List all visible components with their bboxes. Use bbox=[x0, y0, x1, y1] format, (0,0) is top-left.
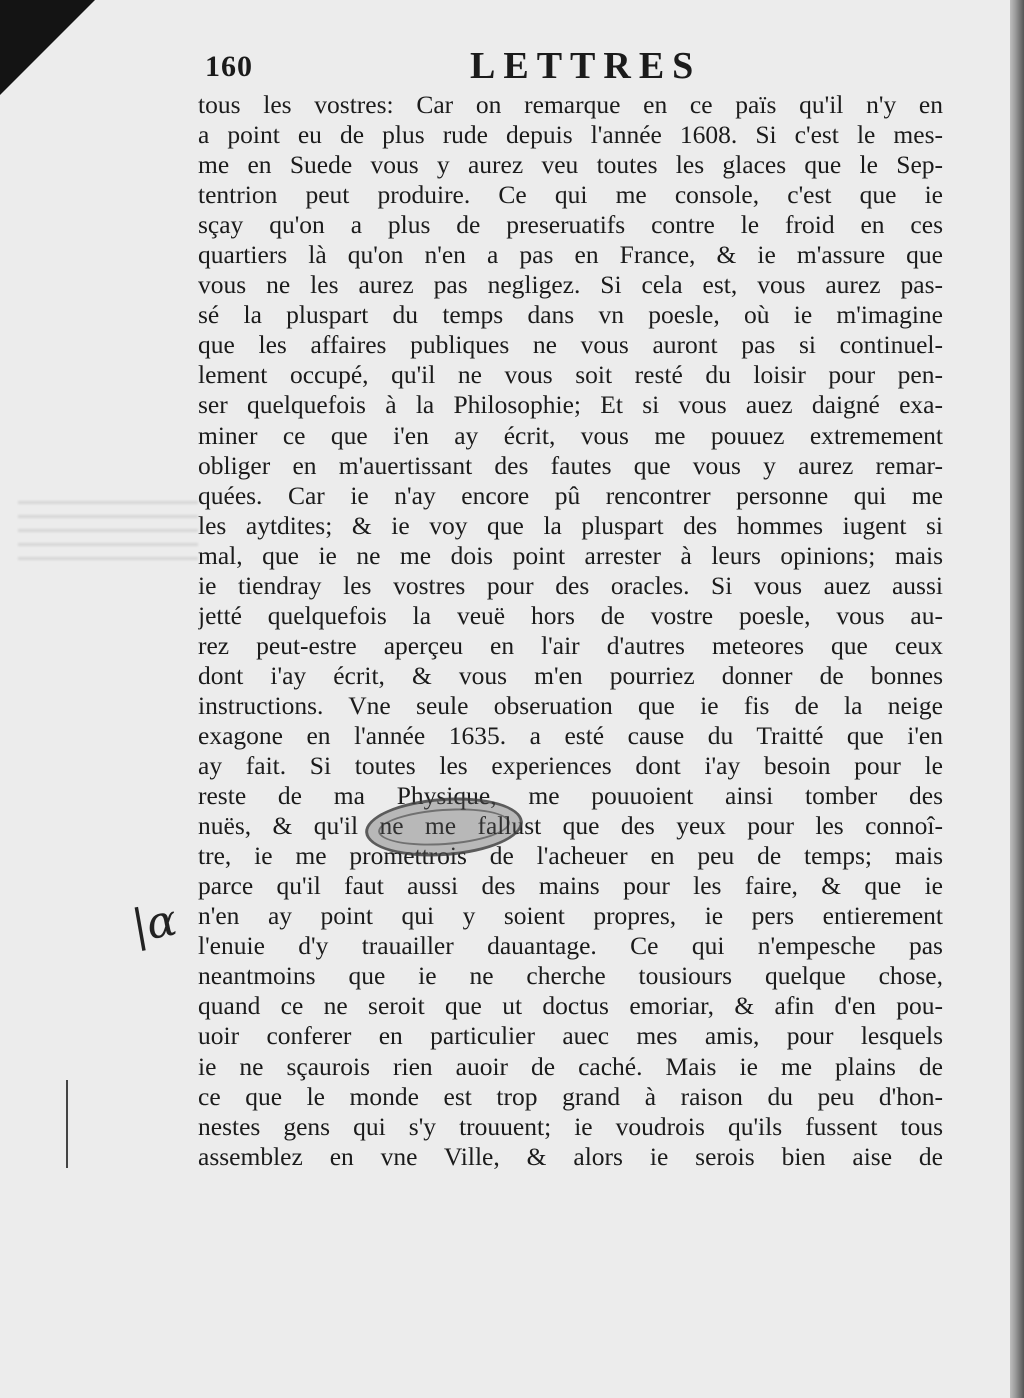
text-line: nuës, & qu'il ne me fallust que des yeux pour les connoî- bbox=[198, 811, 943, 841]
text-line: sé la pluspart du temps dans vn poesle, où ie m'imagine bbox=[198, 300, 943, 330]
text-line: parce qu'il faut aussi des mains pour les faire, & que ie bbox=[198, 871, 943, 901]
text-line: ie tiendray les vostres pour des oracles. Si vous auez aussi bbox=[198, 570, 943, 600]
text-line: ay fait. Si toutes les experiences dont i'ay besoin pour le bbox=[198, 751, 943, 781]
scan-edge-shadow bbox=[1010, 0, 1024, 1398]
scan-corner-shadow bbox=[0, 0, 95, 95]
text-line: dont i'ay écrit, & vous m'en pourriez donner de bonnes bbox=[198, 660, 943, 690]
text-line: tre, ie me promettrois de l'acheuer en peu de temps; mais bbox=[198, 841, 943, 871]
show-through-marks bbox=[18, 490, 198, 560]
margin-line-mark bbox=[66, 1080, 68, 1168]
text-line: neantmoins que ie ne cherche tousiours quelque chose, bbox=[198, 961, 943, 991]
text-line: lement occupé, qu'il ne vous soit resté du loisir pour pen- bbox=[198, 360, 943, 390]
text-line: nestes gens qui s'y trouuent; ie voudrois qu'ils fussent tous bbox=[198, 1111, 943, 1141]
text-line: exagone en l'année 1635. a esté cause du Traitté que i'en bbox=[198, 720, 943, 750]
text-line: mal, que ie ne me dois point arrester à leurs opinions; mais bbox=[198, 540, 943, 570]
body-text bbox=[198, 90, 943, 1172]
text-line: les aytdites; & ie voy que la pluspart des hommes iugent si bbox=[198, 510, 943, 540]
margin-annotation: |α bbox=[127, 894, 181, 953]
text-line: me en Suede vous y aurez veu toutes les glaces que le Sep- bbox=[198, 150, 943, 180]
text-line: reste de ma Physique, me pouuoient ainsi tomber des bbox=[198, 781, 943, 811]
text-line: ser quelquefois à la Philosophie; Et si vous auez daigné exa- bbox=[198, 390, 943, 420]
page-number: 160 bbox=[205, 50, 253, 83]
text-line: instructions. Vne seule obseruation que ie fis de la neige bbox=[198, 690, 943, 720]
page-header bbox=[205, 42, 945, 90]
text-line: sçay qu'on a plus de preseruatifs contre le froid en ces bbox=[198, 210, 943, 240]
text-line: vous ne les aurez pas negligez. Si cela est, vous aurez pas- bbox=[198, 270, 943, 300]
text-line: tous les vostres: Car on remarque en ce païs qu'il n'y en bbox=[198, 90, 943, 119]
text-line: que les affaires publiques ne vous auront pas si continuel- bbox=[198, 330, 943, 360]
text-line: miner ce que i'en ay écrit, vous me pouuez extremement bbox=[198, 420, 943, 450]
text-line: tentrion peut produire. Ce qui me console, c'est que ie bbox=[198, 180, 943, 210]
text-line: n'en ay point qui y soient propres, ie pers entierement bbox=[198, 901, 943, 931]
text-line: obliger en m'auertissant des fautes que vous y aurez remar- bbox=[198, 450, 943, 480]
library-stamp-ring bbox=[377, 804, 511, 849]
running-head: LETTRES bbox=[470, 45, 702, 87]
text-line: uoir conferer en particulier auec mes amis, pour lesquels bbox=[198, 1021, 943, 1051]
text-line: assemblez en vne Ville, & alors ie serois bien aise de bbox=[198, 1141, 943, 1171]
text-line: rez peut-estre aperçeu en l'air d'autres meteores que ceux bbox=[198, 630, 943, 660]
text-line: quartiers là qu'on n'en a pas en France, & ie m'assure que bbox=[198, 240, 943, 270]
text-line: quand ce ne seroit que ut doctus emoriar, & afin d'en pou- bbox=[198, 991, 943, 1021]
text-line: ie ne sçaurois rien auoir de caché. Mais ie me plains de bbox=[198, 1051, 943, 1081]
text-line: jetté quelquefois la veuë hors de vostre poesle, vous au- bbox=[198, 600, 943, 630]
text-line: quées. Car ie n'ay encore pû rencontrer personne qui me bbox=[198, 480, 943, 510]
text-line: ce que le monde est trop grand à raison du peu d'hon- bbox=[198, 1081, 943, 1111]
text-line: l'enuie d'y trauailler dauantage. Ce qui n'empesche pas bbox=[198, 931, 943, 961]
text-line: a point eu de plus rude depuis l'année 1608. Si c'est le mes- bbox=[198, 120, 943, 150]
